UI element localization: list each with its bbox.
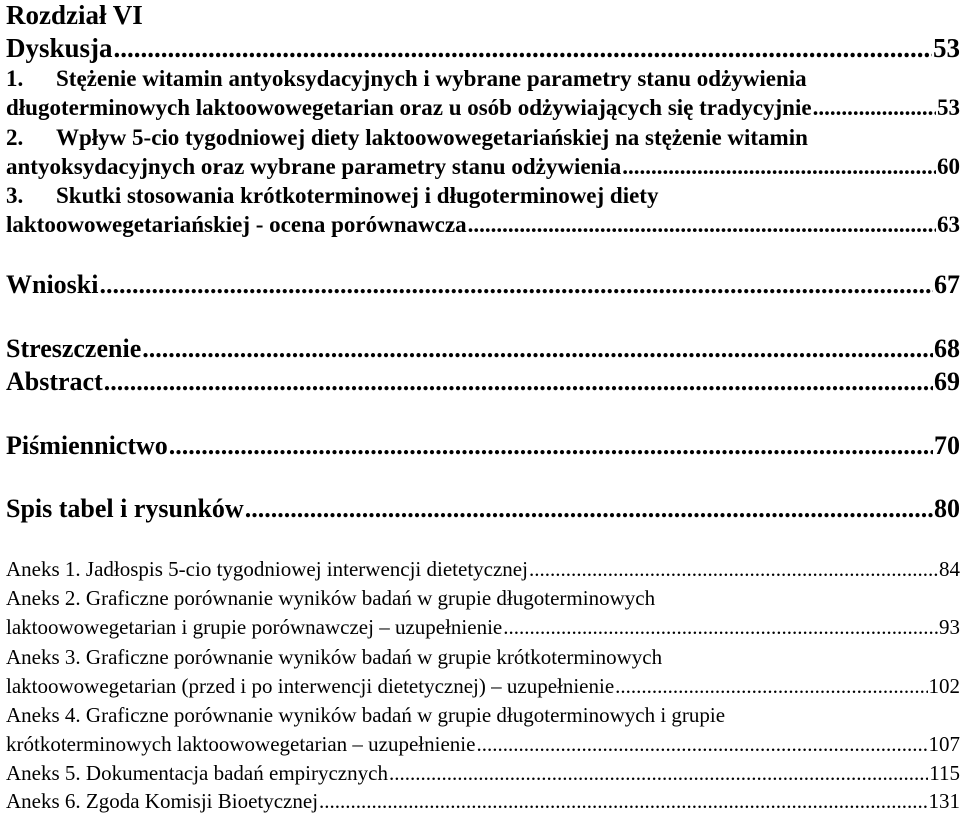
dot-leader — [319, 789, 927, 814]
toc-entry-label: Aneks 6. Zgoda Komisji Bioetycznej — [6, 789, 319, 813]
toc-entry-abstract[interactable] — [6, 367, 960, 397]
toc-entry-label: Piśmiennictwo — [6, 431, 168, 460]
toc-entry-aneks2-line1[interactable] — [6, 586, 960, 611]
toc-entry-spis[interactable] — [6, 494, 960, 524]
dot-leader — [245, 494, 933, 524]
toc-page-number: 53 — [933, 33, 960, 63]
toc-entry-dyskusja[interactable] — [6, 33, 960, 64]
toc-entry-number: 1. — [6, 66, 24, 91]
chapter-title — [6, 0, 960, 31]
dot-leader — [468, 212, 936, 238]
toc-entry-label: Aneks 4. Graficzne porównanie wyników badań w grupie długoterminowych i grupie — [6, 703, 726, 727]
toc-entry-label: laktoowowegetarian (przed i po interwencji dietetycznej) – uzupełnienie — [6, 674, 615, 698]
toc-entry-number: 2. — [6, 125, 24, 150]
dot-leader — [622, 154, 936, 180]
toc-page-number: 63 — [937, 212, 960, 237]
toc-entry-label: Wpływ 5-cio tygodniowej diety laktoowowegetariańskiej na stężenie witamin — [56, 125, 808, 150]
toc-entry-1-line1[interactable] — [6, 66, 960, 92]
toc-entry-2-line2[interactable] — [6, 154, 960, 180]
toc-page-number: 70 — [934, 431, 960, 460]
toc-entry-label: Aneks 1. Jadłospis 5-cio tygodniowej interwencji dietetycznej — [6, 557, 528, 581]
dot-leader — [615, 674, 927, 699]
chapter-title-text: Rozdział VI — [6, 0, 143, 30]
dot-leader — [104, 367, 933, 397]
toc-entry-aneks3-line2[interactable] — [6, 674, 960, 699]
toc-entry-number: 3. — [6, 183, 24, 208]
dot-leader — [389, 761, 928, 786]
dot-leader — [476, 732, 927, 757]
toc-page-number: 80 — [934, 494, 960, 523]
toc-page-number: 67 — [934, 270, 960, 299]
toc-entry-aneks2-line2[interactable] — [6, 615, 960, 640]
toc-page-number: 53 — [937, 95, 960, 120]
toc-page-number: 102 — [928, 674, 960, 698]
toc-entry-label: długoterminowych laktoowowegetarian oraz u osób odżywiających się tradycyjnie — [6, 95, 812, 120]
toc-entry-label: Abstract — [6, 367, 103, 396]
toc-entry-pismiennictwo[interactable] — [6, 431, 960, 461]
toc-entry-aneks5[interactable] — [6, 761, 960, 786]
toc-entry-label: Aneks 5. Dokumentacja badań empirycznych — [6, 761, 388, 785]
toc-entry-label: Wnioski — [6, 270, 99, 299]
toc-entry-label: Dyskusja — [6, 33, 113, 63]
toc-entry-wnioski[interactable] — [6, 270, 960, 300]
toc-page-number: 131 — [928, 789, 960, 813]
dot-leader — [503, 615, 938, 640]
toc-entry-1-line2[interactable] — [6, 95, 960, 121]
toc-entry-3-line2[interactable] — [6, 212, 960, 238]
dot-leader — [142, 334, 933, 364]
toc-entry-label: Aneks 2. Graficzne porównanie wyników badań w grupie długoterminowych — [6, 586, 656, 610]
toc-entry-3-line1[interactable] — [6, 183, 960, 209]
toc-entry-label: laktoowowegetarian i grupie porównawczej – uzupełnienie — [6, 615, 503, 639]
toc-entry-label: Skutki stosowania krótkoterminowej i długoterminowej diety — [56, 183, 659, 208]
toc-page-number: 93 — [939, 615, 960, 639]
toc-page-number: 115 — [929, 761, 960, 785]
toc-entry-aneks3-line1[interactable] — [6, 645, 960, 670]
dot-leader — [100, 270, 934, 300]
toc-entry-label: laktoowowegetariańskiej - ocena porównawcza — [6, 212, 467, 237]
toc-entry-aneks4-line2[interactable] — [6, 732, 960, 757]
toc-entry-2-line1[interactable] — [6, 125, 960, 151]
toc-entry-aneks4-line1[interactable] — [6, 703, 960, 728]
dot-leader — [169, 431, 933, 461]
toc-entry-label: Streszczenie — [6, 334, 142, 363]
toc-page-number: 69 — [934, 367, 960, 396]
dot-leader — [529, 557, 938, 582]
toc-entry-label: Aneks 3. Graficzne porównanie wyników badań w grupie krótkoterminowych — [6, 645, 663, 669]
toc-entry-streszczenie[interactable] — [6, 334, 960, 364]
toc-page-number: 68 — [934, 334, 960, 363]
table-of-contents — [6, 0, 960, 818]
toc-entry-label: krótkoterminowych laktoowowegetarian – uzupełnienie — [6, 732, 476, 756]
toc-entry-label: Stężenie witamin antyoksydacyjnych i wybrane parametry stanu odżywienia — [56, 66, 807, 91]
toc-entry-label: antyoksydacyjnych oraz wybrane parametry stanu odżywienia — [6, 154, 622, 179]
toc-page-number: 84 — [939, 557, 960, 581]
toc-page-number: 60 — [937, 154, 960, 179]
toc-page-number: 107 — [928, 732, 960, 756]
dot-leader — [114, 33, 932, 64]
toc-entry-label: Spis tabel i rysunków — [6, 494, 244, 523]
toc-entry-aneks6[interactable] — [6, 789, 960, 814]
toc-entry-aneks1[interactable] — [6, 557, 960, 582]
dot-leader — [813, 95, 936, 121]
